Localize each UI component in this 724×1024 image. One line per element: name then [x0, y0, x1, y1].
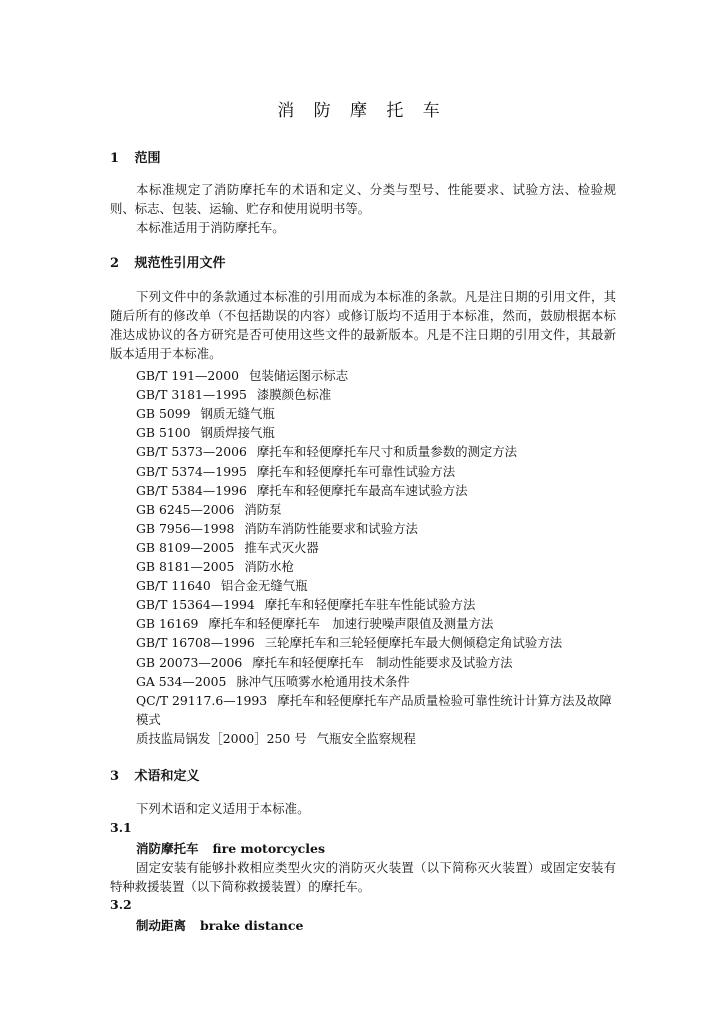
- reference-title: 推车式灭火器: [244, 539, 319, 555]
- reference-title: 三轮摩托车和三轮轻便摩托车最大侧倾稳定角试验方法: [264, 635, 563, 651]
- reference-title: 消防泵: [244, 501, 282, 517]
- reference-title: 钢质无缝气瓶: [200, 406, 275, 422]
- reference-title: 消防水枪: [244, 559, 294, 574]
- section-heading-terms-definitions: [110, 765, 200, 784]
- scope-paragraph-2: 本标准适用于消防摩托车。: [136, 220, 285, 235]
- reference-item: [136, 576, 308, 594]
- section-title: 规范性引用文件: [134, 256, 226, 271]
- reference-item: [136, 595, 475, 613]
- reference-code: GB/T 5373—2006: [136, 444, 247, 460]
- reference-item: [136, 614, 493, 632]
- section-number: 3: [110, 769, 120, 784]
- reference-code: GB 5099: [136, 406, 191, 422]
- reference-title: 气瓶安全监察规程: [316, 730, 416, 746]
- section-title: 术语和定义: [134, 769, 200, 784]
- reference-title: 脉冲气压喷雾水枪通用技术条件: [236, 673, 410, 689]
- reference-code: GB 8181—2005: [136, 559, 235, 574]
- reference-code: GB 16169: [136, 616, 199, 632]
- reference-code: GB 7956—1998: [136, 520, 235, 536]
- reference-item: [136, 672, 410, 690]
- reference-title: 模式: [136, 711, 161, 727]
- reference-item: [136, 653, 513, 671]
- section-heading-scope: [110, 147, 161, 166]
- reference-item: [136, 710, 161, 728]
- reference-title: 摩托车和轻便摩托车 加速行驶噪声限值及测量方法: [208, 616, 494, 632]
- reference-code: GB 5100: [136, 425, 191, 441]
- section-title: 范围: [134, 151, 161, 166]
- reference-code: GA 534—2005: [136, 673, 227, 689]
- reference-code: GB/T 15364—1994: [136, 597, 255, 613]
- reference-code: GB/T 11640: [136, 578, 211, 594]
- term-english: fire motorcycles: [212, 841, 325, 856]
- reference-item: [136, 462, 455, 480]
- reference-item: [136, 729, 416, 747]
- reference-item: [136, 557, 294, 575]
- reference-item: [136, 404, 275, 422]
- term-english: brake distance: [200, 918, 304, 933]
- term-chinese: 制动距离: [136, 918, 187, 933]
- clause-number: 3.2: [110, 897, 132, 912]
- reference-title: 包装储运图示标志: [248, 368, 349, 383]
- reference-code: GB/T 3181—1995: [136, 387, 247, 403]
- scope-paragraph-1: 本标准规定了消防摩托车的术语和定义、分类与型号、性能要求、试验方法、检验规则、标志、包装、运输、贮存和使用说明书等。: [110, 182, 616, 216]
- reference-title: 铝合金无缝气瓶: [220, 578, 308, 594]
- reference-item: [136, 423, 275, 441]
- reference-title: 摩托车和轻便摩托车驻车性能试验方法: [264, 597, 476, 613]
- reference-title: 摩托车和轻便摩托车产品质量检验可靠性统计计算方法及故障: [277, 692, 612, 708]
- reference-title: 消防车消防性能要求和试验方法: [244, 520, 418, 536]
- reference-title: 钢质焊接气瓶: [200, 425, 275, 441]
- reference-title: 摩托车和轻便摩托车可靠性试验方法: [256, 463, 456, 479]
- term-definition: 固定安装有能够扑救相应类型火灾的消防灭火装置（以下简称灭火装置）或固定安装有特种救援装置（以下简称救援装置）的摩托车。: [110, 860, 616, 894]
- references-intro-paragraph: 下列文件中的条款通过本标准的引用而成为本标准的条款。凡是注日期的引用文件，其随后所有的修改单（不包括勘误的内容）或修订版均不适用于本标准，然而，鼓励根据本标准达成协议的各方研究是否可使用这些文件的最新版本。凡是不注日期的引用文件，其最新版本适用于本标准。: [110, 289, 616, 361]
- reference-code: GB/T 5374—1995: [136, 463, 247, 479]
- section-number: 1: [110, 151, 120, 166]
- term-heading: [136, 839, 325, 857]
- reference-code: QC/T 29117.6—1993: [136, 692, 268, 708]
- section-number: 2: [110, 256, 120, 271]
- reference-item: [136, 519, 418, 537]
- term-chinese: 消防摩托车: [136, 841, 199, 856]
- reference-item: [136, 633, 562, 651]
- document-title: 消 防 摩 托 车: [277, 101, 447, 121]
- reference-item: [136, 691, 612, 709]
- reference-title: 漆膜颜色标准: [256, 387, 332, 403]
- reference-code: 质技监局锅发［2000］250 号: [136, 730, 307, 746]
- reference-code: GB/T 16708—1996: [136, 635, 255, 651]
- reference-item: [136, 442, 517, 460]
- reference-title: 摩托车和轻便摩托车 制动性能要求及试验方法: [252, 654, 513, 670]
- reference-code: GB/T 5384—1996: [136, 482, 247, 498]
- reference-code: GB 6245—2006: [136, 501, 235, 517]
- term-heading: [136, 916, 303, 934]
- reference-code: GB/T 191—2000: [136, 368, 239, 383]
- section-heading-normative-references: [110, 252, 226, 271]
- reference-title: 摩托车和轻便摩托车最高车速试验方法: [256, 482, 468, 498]
- reference-item: [136, 481, 467, 499]
- reference-item: [136, 538, 319, 556]
- reference-item: [136, 385, 331, 403]
- clause-number: 3.1: [110, 820, 132, 835]
- reference-title: 摩托车和轻便摩托车尺寸和质量参数的测定方法: [256, 444, 518, 460]
- reference-code: GB 8109—2005: [136, 539, 235, 555]
- reference-item: [136, 500, 282, 518]
- reference-code: GB 20073—2006: [136, 654, 243, 670]
- reference-item: [136, 366, 348, 384]
- terms-intro-paragraph: 下列术语和定义适用于本标准。: [136, 801, 310, 816]
